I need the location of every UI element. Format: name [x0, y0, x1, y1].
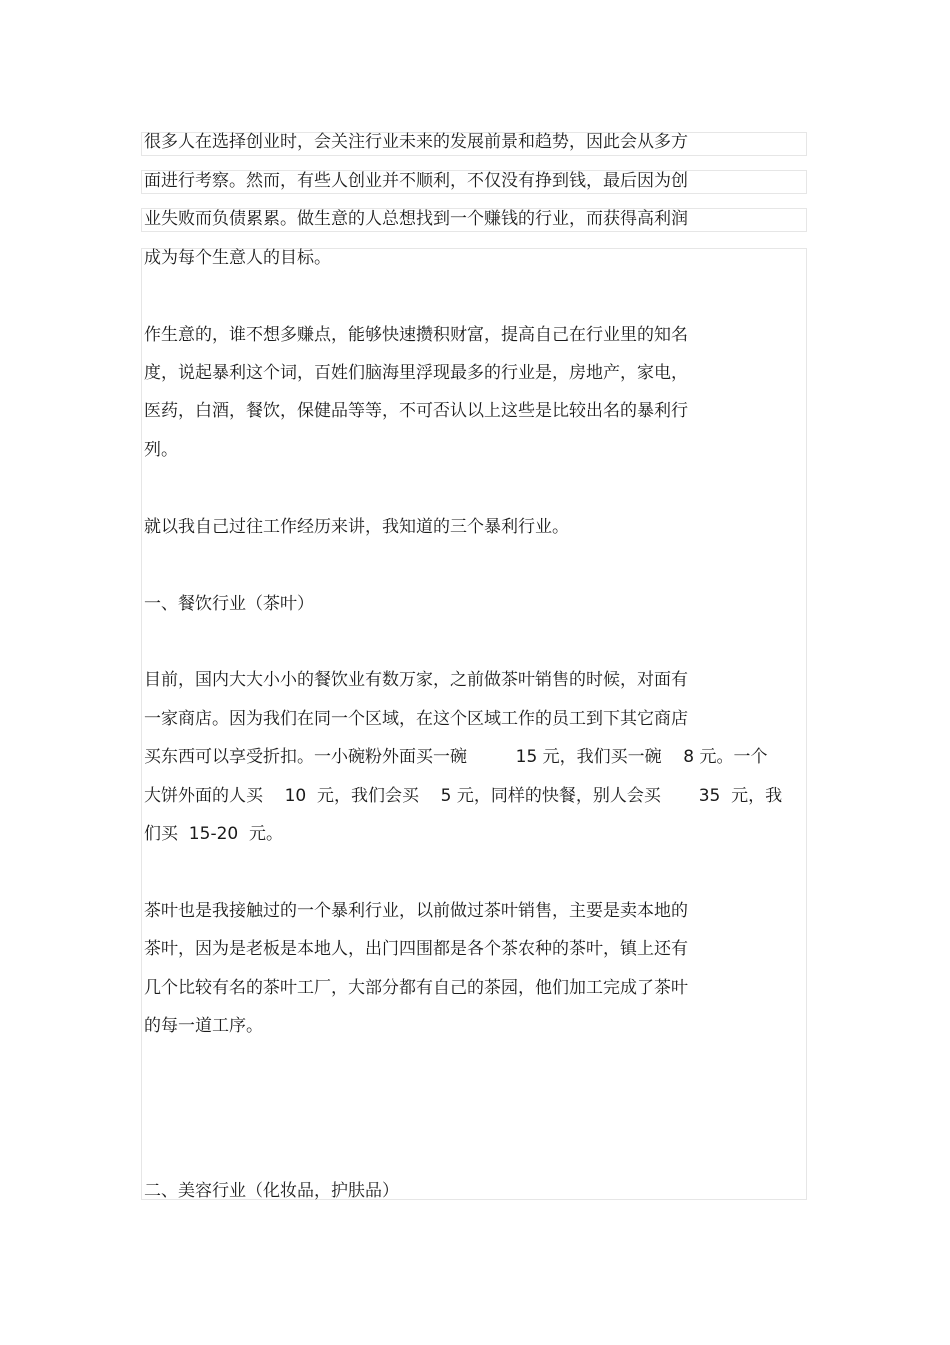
paragraph-line: 茶叶也是我接触过的一个暴利行业，以前做过茶叶销售，主要是卖本地的 [144, 901, 688, 921]
paragraph-line: 买东西可以享受折扣。一小碗粉外面买一碗 15 元，我们买一碗 8 元。一个 [144, 747, 768, 767]
paragraph-line: 的每一道工序。 [144, 1016, 263, 1036]
paragraph-line: 茶叶，因为是老板是本地人，出门四围都是各个茶农种的茶叶，镇上还有 [144, 939, 688, 959]
section-heading: 二、美容行业（化妆品，护肤品） [144, 1181, 399, 1201]
paragraph-line: 很多人在选择创业时，会关注行业未来的发展前景和趋势，因此会从多方 [144, 132, 688, 152]
paragraph-line: 们买 15-20 元。 [144, 824, 284, 844]
paragraph-line: 几个比较有名的茶叶工厂，大部分都有自己的茶园，他们加工完成了茶叶 [144, 978, 688, 998]
paragraph-line: 大饼外面的人买 10 元，我们会买 5 元，同样的快餐，别人会买 35 元，我 [144, 786, 783, 806]
paragraph-line: 医药，白酒，餐饮，保健品等等，不可否认以上这些是比较出名的暴利行 [144, 401, 688, 421]
paragraph-line: 业失败而负债累累。做生意的人总想找到一个赚钱的行业，而获得高利润 [144, 209, 688, 229]
paragraph-line: 作生意的，谁不想多赚点，能够快速攒积财富，提高自己在行业里的知名 [144, 325, 688, 345]
paragraph-line: 面进行考察。然而，有些人创业并不顺利，不仅没有挣到钱，最后因为创 [144, 171, 688, 191]
paragraph-line: 度，说起暴利这个词，百姓们脑海里浮现最多的行业是，房地产，家电， [144, 363, 688, 383]
paragraph-line: 列。 [144, 440, 178, 460]
paragraph-line: 就以我自己过往工作经历来讲，我知道的三个暴利行业。 [144, 517, 569, 537]
section-heading: 一、餐饮行业（茶叶） [144, 594, 314, 614]
paragraph-line: 成为每个生意人的目标。 [144, 248, 331, 268]
paragraph-line: 一家商店。因为我们在同一个区域，在这个区域工作的员工到下其它商店 [144, 709, 688, 729]
paragraph-line: 目前，国内大大小小的餐饮业有数万家，之前做茶叶销售的时候，对面有 [144, 670, 688, 690]
